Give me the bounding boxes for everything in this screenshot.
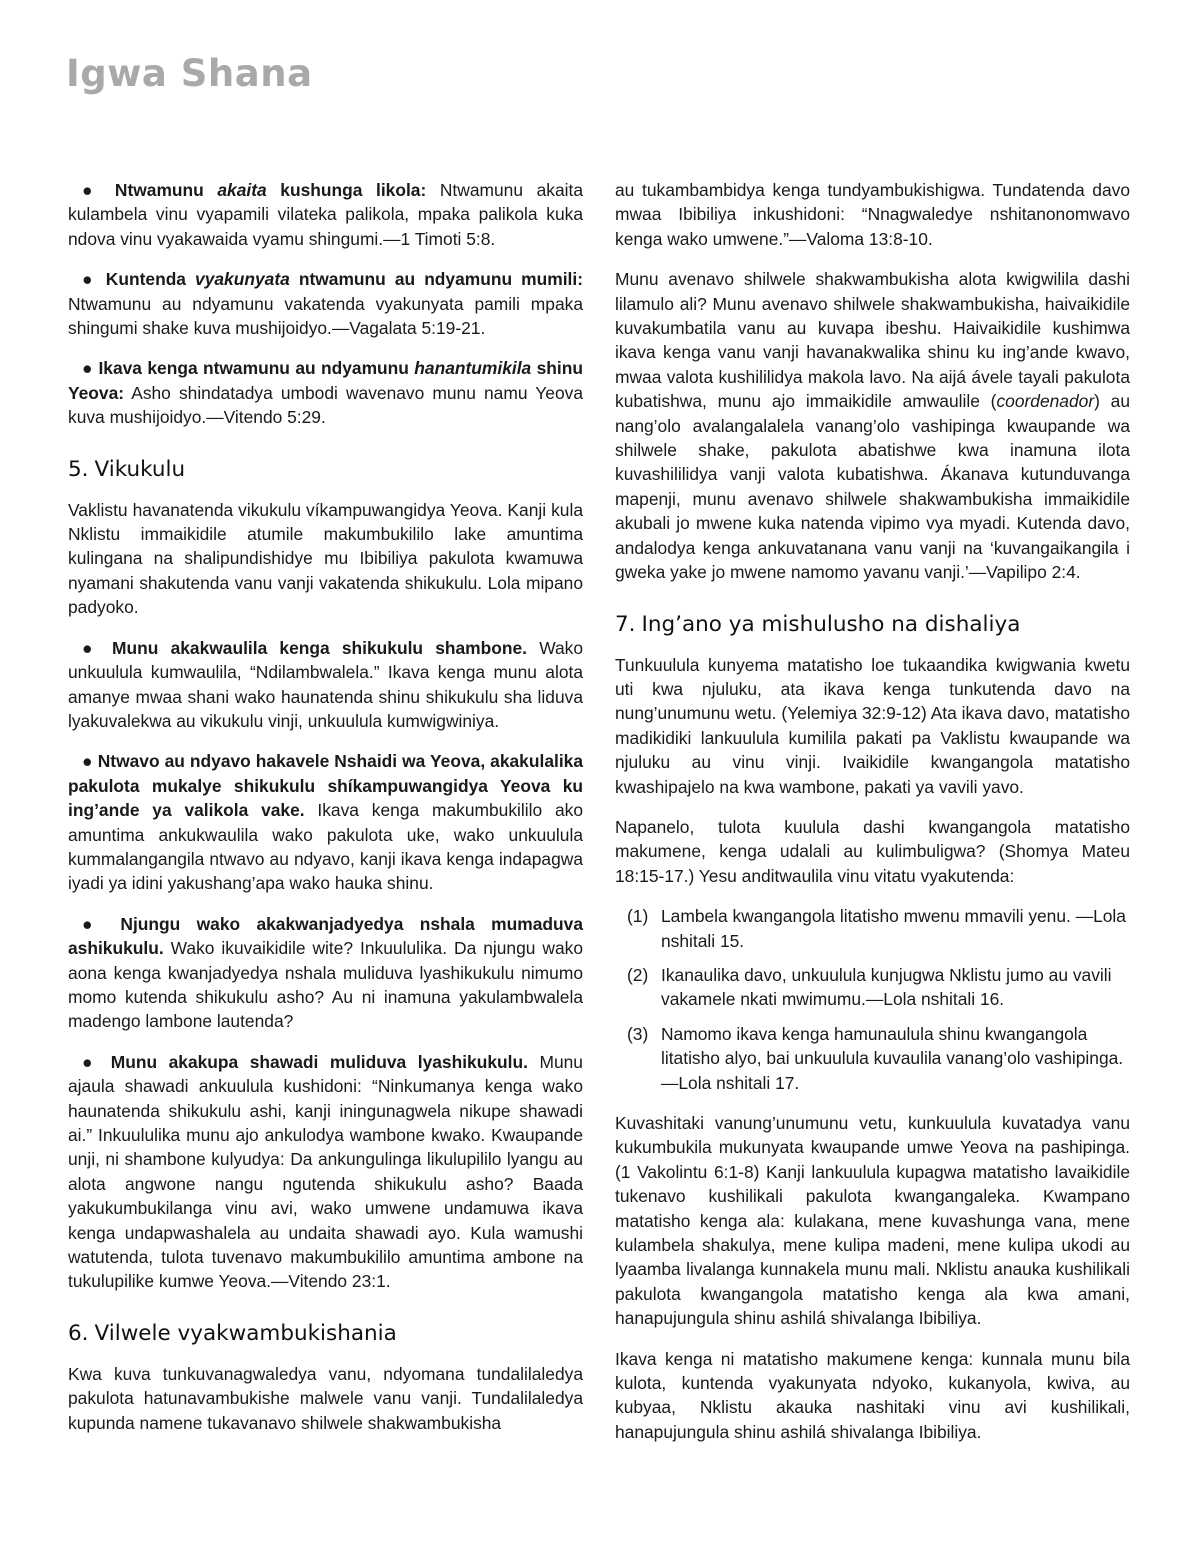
bullet-icon: ●	[82, 180, 102, 200]
section-heading-5	[68, 456, 583, 484]
bullet-item-immorality	[68, 267, 583, 340]
text-run: ) au nang’olo avalangalalela vanang’olo vashipinga kwaupande wa shilwele shake, pakulota abatishwe kwa inamuna ilota kuvashililidya vanji valota kubatishwa. Ákanava kutunduvanga mapenji, munu avenavo shilwele shakwambukisha immaikidile akubali jo mwene kuka natenda vipimo vya myadi. Kutenda davo, andalodya kenga ankuvatanana vanu vanji na ‘kuvangaikangila i gweka yake jo mwene namomo yavanu vanji.’—Vapilipo 2:4.	[615, 391, 1131, 583]
paragraph: Vaklistu havanatenda vikukulu víkampuwangidya Yeova. Kanji kula Nklistu immaikidile atumile makumbukililo lake amuntima kulingana na shalipundishidye mu Ibibiliya pakulota kwamuwa nyamani shakutenda vanu vanji vakatenda shikukulu. Lola mipano padyoko.	[68, 499, 583, 618]
section-number: 6.	[68, 1320, 89, 1346]
bullet-text: Wako ikuvaikidile wite? Inkuululika. Da njungu wako aona kenga kwanjadyedya nshala muliduva lyashikukulu nimumo momo kutenda shikukulu asho? Au ni inamuna yakulambwalela madengo lambone lautenda?	[68, 938, 583, 1032]
italic-term: coordenador	[996, 391, 1095, 412]
bullet-heading: Munu akakwaulila kenga shikukulu shambone.	[112, 637, 528, 658]
paragraph: Tunkuulula kunyema matatisho loe tukaandika kwigwania kwetu uti kwa njuluku, ata ikava kenga tunkutenda davo na nung’unumunu wetu. (Yelemiya 32:9-12) Ata ikava davo, matatisho madikidiki lankuulula kumilila pakati pa Vaklistu kwaupande wa njuluku au vinu vinji. Ivaikidile kwangangola matatisho kwashipajelo na kwa wambone, pakati ya vavili yavo.	[615, 654, 1130, 797]
bullet-icon: ●	[82, 269, 97, 290]
paragraph: Kwa kuva tunkuvanagwaledya vanu, ndyomana tundalilaledya pakulota hatunavambukishe malwele vanu vanji. Tundalilaledya kupunda namene tukavanavo shilwele shakwambukisha	[68, 1363, 583, 1433]
bullet-icon: ●	[82, 913, 105, 934]
paragraph: Napanelo, tulota kuulula dashi kwangangola matatisho makumene, kenga udalali au kulimbuligwa? (Shomya Mateu 18:15-17.) Yesu anditwaulila vinu vitatu vyakutenda:	[615, 816, 1130, 886]
steps-list	[615, 904, 1130, 1095]
list-item	[615, 904, 1130, 953]
bullet-item-greeting	[68, 636, 583, 734]
bullet-heading-italic: vyakunyata	[195, 269, 290, 290]
bullet-icon: ●	[82, 358, 94, 379]
bullet-heading: ntwamunu au ndyamunu mumili:	[289, 269, 583, 290]
bullet-heading: Njungu wako akakwanjadyedya nshala mumaduva ashikukulu.	[68, 913, 583, 959]
paragraph: Ikava kenga ni matatisho makumene kenga: kunnala munu bila kulota, kuntenda vyakunyata ndyoko, kukanyola, kwiva, au kubyaa, Nklistu akauka nashitaki vinu avi kushilikali, hanapujungula shinu ashilá shivalanga Ibibiliya.	[615, 1348, 1130, 1442]
bullet-heading: kushunga likola:	[266, 180, 427, 200]
section-title: Vikukulu	[94, 456, 186, 482]
bullet-icon: ●	[82, 751, 93, 772]
bullet-heading: shinu Yeova:	[68, 358, 583, 403]
section-number: 7.	[615, 611, 636, 637]
list-text: Ikanaulika davo, unkuulula kunjugwa Nklistu jumo au vavili vakamele nkati mwimumu.—Lola nshitali 16.	[661, 964, 1112, 1010]
left-column	[68, 178, 583, 1451]
bullet-heading: Ikava kenga ntwamunu au ndyamunu	[98, 358, 415, 379]
section-heading-7	[615, 611, 1130, 639]
paragraph: au tukambambidya kenga tundyambukishigwa. Tundatenda davo mwaa Ibibiliya inkushidoni: “Nnagwaledye nshitanonomwavo kenga wako umwene.”—Valoma 13:8-10.	[615, 180, 1130, 249]
bullet-heading: Munu akakupa shawadi muliduva lyashikukulu.	[110, 1051, 528, 1072]
bullet-heading: Kuntenda	[105, 269, 196, 290]
section-title: Vilwele vyakwambukishania	[94, 1320, 397, 1346]
bullet-item-invitation	[68, 749, 583, 895]
right-column	[615, 178, 1130, 1460]
bullet-text: Ntwamunu au ndyamunu vakatenda vyakunyata pamili mpaka shingumi shake kuva mushijoidyo.—Vagalata 5:19-21.	[68, 293, 583, 339]
bullet-icon: ●	[82, 637, 100, 658]
list-text: Lambela kwangangola litatisho mwenu mmavili yenu. —Lola nshitali 15.	[661, 906, 1126, 951]
bullet-text: Asho shindatadya umbodi wavenavo munu namu Yeova kuva mushijoidyo.—Vitendo 5:29.	[68, 382, 583, 428]
bullet-text: Ikava kenga makumbukililo ako amuntima ankukwaulila wako pakulota uke, wako unkuulula kummalangangila ntwavo au ndyavo, kanji ikava kenga indapagwa iyadi ya idini yakushang’apa wako hauka shinu.	[68, 800, 583, 894]
bullet-item-gift	[68, 1050, 583, 1294]
paragraph	[615, 267, 1130, 584]
bullet-heading: Ntwavo au ndyavo hakavele Nshaidi wa Yeova, akakulalika pakulota mukalye shikukulu shíkampuwangidya Yeova ku ing’ande ya valikola vake.	[68, 751, 583, 821]
bullet-heading-italic: hanantumikila	[414, 358, 532, 379]
list-item	[615, 963, 1130, 1012]
list-number: (1)	[627, 906, 649, 927]
bullet-text: Ntwamunu akaita kulambela vinu vyapamili vilateka palikola, mpaka palikola kuka ndova vinu vyakawaida vyamu shingumi.—1 Timoti 5:8.	[68, 180, 583, 249]
paragraph: Kuvashitaki vanung’unumunu vetu, kunkuulula kuvatadya vanu kukumbukila mukunyata kwaupande umwe Yeova na pashipinga. (1 Vakolintu 6:1-8) Kanji lankuulula kupagwa matatisho lavaikidile tukenavo kushilikali pakulota kwangangaleka. Kwampano matatisho kenga ala: kulakana, mene kuvashunga vana, mene kulambela shakulya, mene kulipa madeni, mene kulipa ukodi au lyaamba livalanga kunnakela munu mali. Nklistu anauka kushilikali pakulota kwangangola matatisho kenga ala kwa amani, hanapujungula shinu ashilá shivalanga Ibibiliya.	[615, 1113, 1130, 1329]
section-title: Ing’ano ya mishulusho na dishaliya	[641, 611, 1021, 637]
list-item	[615, 1022, 1130, 1095]
bullet-item-serving	[68, 356, 583, 429]
bullet-item-employer	[68, 912, 583, 1034]
bullet-heading-italic: akaita	[217, 180, 267, 200]
section-heading-6	[68, 1320, 583, 1348]
bullet-item-work	[68, 178, 583, 251]
list-number: (2)	[627, 964, 649, 985]
list-text: Namomo ikava kenga hamunaulula shinu kwangangola litatisho alyo, bai unkuulula kuvaulila vanang’olo vashipinga.—Lola nshitali 17.	[661, 1023, 1124, 1093]
page-header: Igwa Shana	[66, 52, 313, 95]
bullet-icon: ●	[82, 1051, 100, 1072]
bullet-text: Munu ajaula shawadi ankuulula kushidoni: “Ninkumanya kenga wako haunatenda shikukulu ashi, kanji iningunagwela nikupe shawadi ai.” Inkuululika munu ajo ankulodya wambone kwako. Kwaupande unji, ni shambone kulyudya: Da ankungulinga likulupililo lyangu au alota angwone nangu ngutenda shikukulu asho? Baada yakukumbukilanga vinu avi, wako umwene undamuwa ikava kenga undapwashalela au undaita shawadi ayo. Kula wamushi watutenda, tulota tuvenavo makumbukililo amuntima ambone na tukulupilike kumwe Yeova.—Vitendo 23:1.	[68, 1051, 583, 1292]
section-number: 5.	[68, 456, 89, 482]
list-number: (3)	[627, 1023, 649, 1044]
bullet-text: Wako unkuulula kumwaulila, “Ndilambwalela.” Ikava kenga munu alota amanye mwaa shani wako haunatenda shinu shikukulu sha liduva lyakuvalekwa au vikukulu vinji, unkuulula kumwigwiniya.	[68, 637, 583, 731]
text-run: Munu avenavo shilwele shakwambukisha alota kwigwilila dashi lilamulo ali? Munu avenavo shilwele shakwambukisha, haivaikidile kuvakumbatila vanu au kuvapa ibeshu. Haivaikidile kushimwa ikava kenga vanu vanji havanakwalika shinu ku ing’ande kwavo, mwaa valota kushililidya makola lavo. Na aijá ávele tayali pakulota kubatishwa, munu ajo immaikidile amwaulile (	[615, 269, 1130, 412]
bullet-heading: Ntwamunu	[114, 180, 218, 200]
